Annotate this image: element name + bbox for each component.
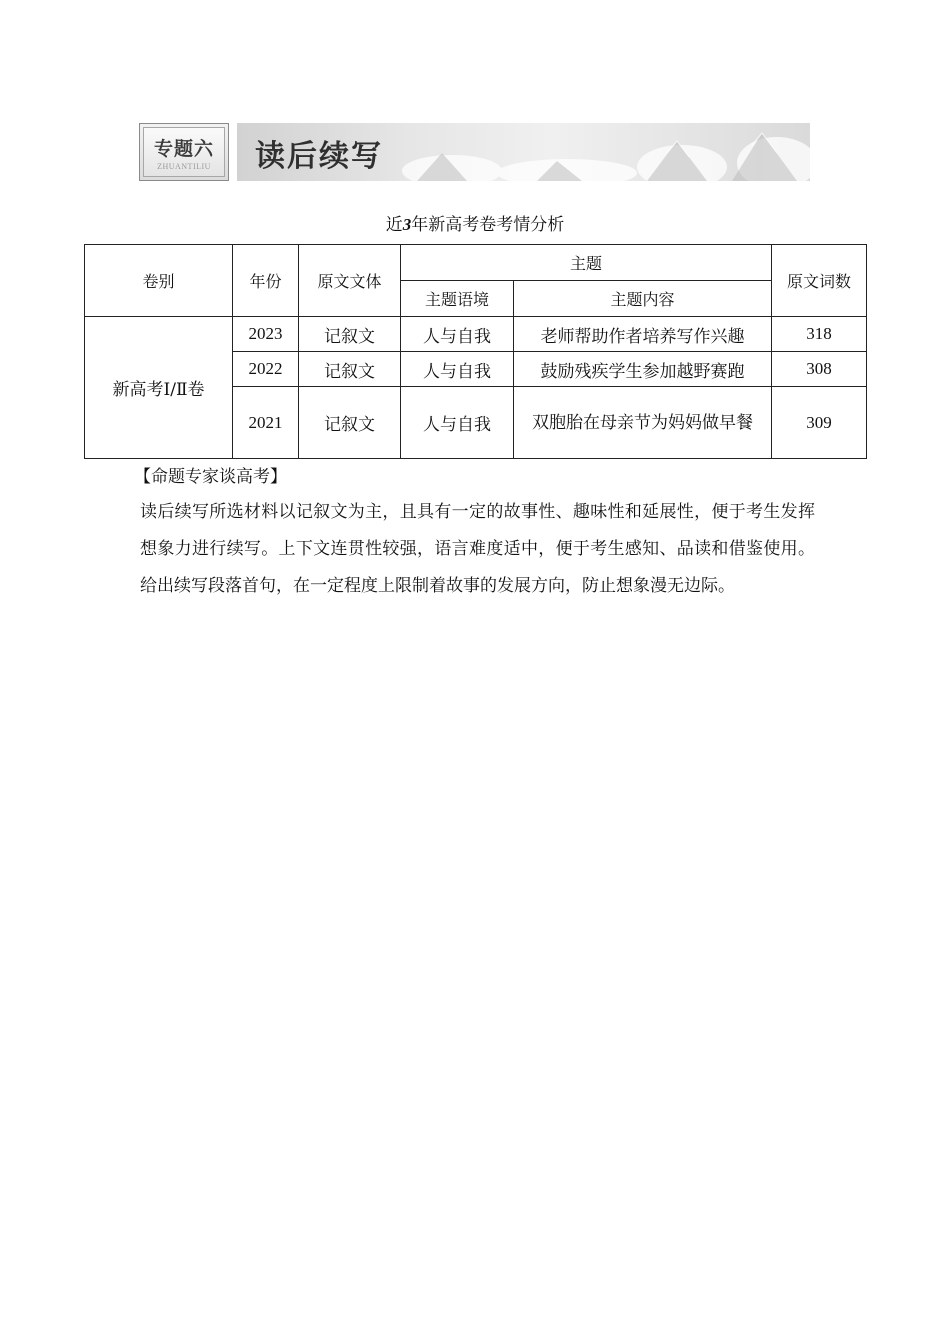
table-caption bbox=[0, 210, 950, 235]
genre-cell: 记叙文 bbox=[299, 317, 401, 352]
section-paragraph: 读后续写所选材料以记叙文为主，且具有一定的故事性、趣味性和延展性，便于考生发挥想象力进行续写。上下文连贯性较强，语言难度适中，便于考生感知、品读和借鉴使用。给出续写段落首句，在一定程度上限制着故事的发展方向，防止想象漫无边际。 bbox=[140, 502, 815, 596]
context-cell: 人与自我 bbox=[401, 352, 514, 387]
header-volume: 卷别 bbox=[85, 245, 233, 317]
caption-prefix: 近 bbox=[385, 215, 403, 235]
topic-title: 读后续写 bbox=[255, 139, 383, 174]
header-theme: 主题 bbox=[401, 245, 772, 281]
topic-tag bbox=[139, 123, 229, 181]
genre-cell: 记叙文 bbox=[299, 352, 401, 387]
content-cell: 鼓励残疾学生参加越野赛跑 bbox=[514, 352, 772, 387]
topic-tag-pinyin: ZHUANTILIU bbox=[157, 162, 211, 171]
header-theme-content: 主题内容 bbox=[514, 281, 772, 317]
topic-title-bar bbox=[237, 123, 810, 181]
content-cell: 双胞胎在母亲节为妈妈做早餐 bbox=[514, 387, 772, 459]
year-cell: 2022 bbox=[233, 352, 299, 387]
word-count-cell: 309 bbox=[772, 387, 867, 459]
caption-number: 3 bbox=[402, 215, 412, 234]
caption-suffix: 年新高考卷考情分析 bbox=[411, 215, 565, 235]
word-count-cell: 318 bbox=[772, 317, 867, 352]
header-word-count: 原文词数 bbox=[772, 245, 867, 317]
topic-banner bbox=[139, 123, 810, 181]
year-cell: 2021 bbox=[233, 387, 299, 459]
header-genre: 原文文体 bbox=[299, 245, 401, 317]
content-cell: 老师帮助作者培养写作兴趣 bbox=[514, 317, 772, 352]
volume-cell: 新高考Ⅰ/Ⅱ卷 bbox=[85, 317, 233, 459]
year-cell: 2023 bbox=[233, 317, 299, 352]
header-year: 年份 bbox=[233, 245, 299, 317]
topic-tag-frame bbox=[143, 127, 225, 177]
exam-analysis-table bbox=[84, 244, 867, 459]
genre-cell: 记叙文 bbox=[299, 387, 401, 459]
context-cell: 人与自我 bbox=[401, 317, 514, 352]
word-count-cell: 308 bbox=[772, 352, 867, 387]
topic-tag-label: 专题六 bbox=[153, 138, 214, 160]
table-row bbox=[85, 317, 867, 352]
header-theme-context: 主题语境 bbox=[401, 281, 514, 317]
context-cell: 人与自我 bbox=[401, 387, 514, 459]
section-heading: 【命题专家谈高考】 bbox=[134, 467, 287, 487]
